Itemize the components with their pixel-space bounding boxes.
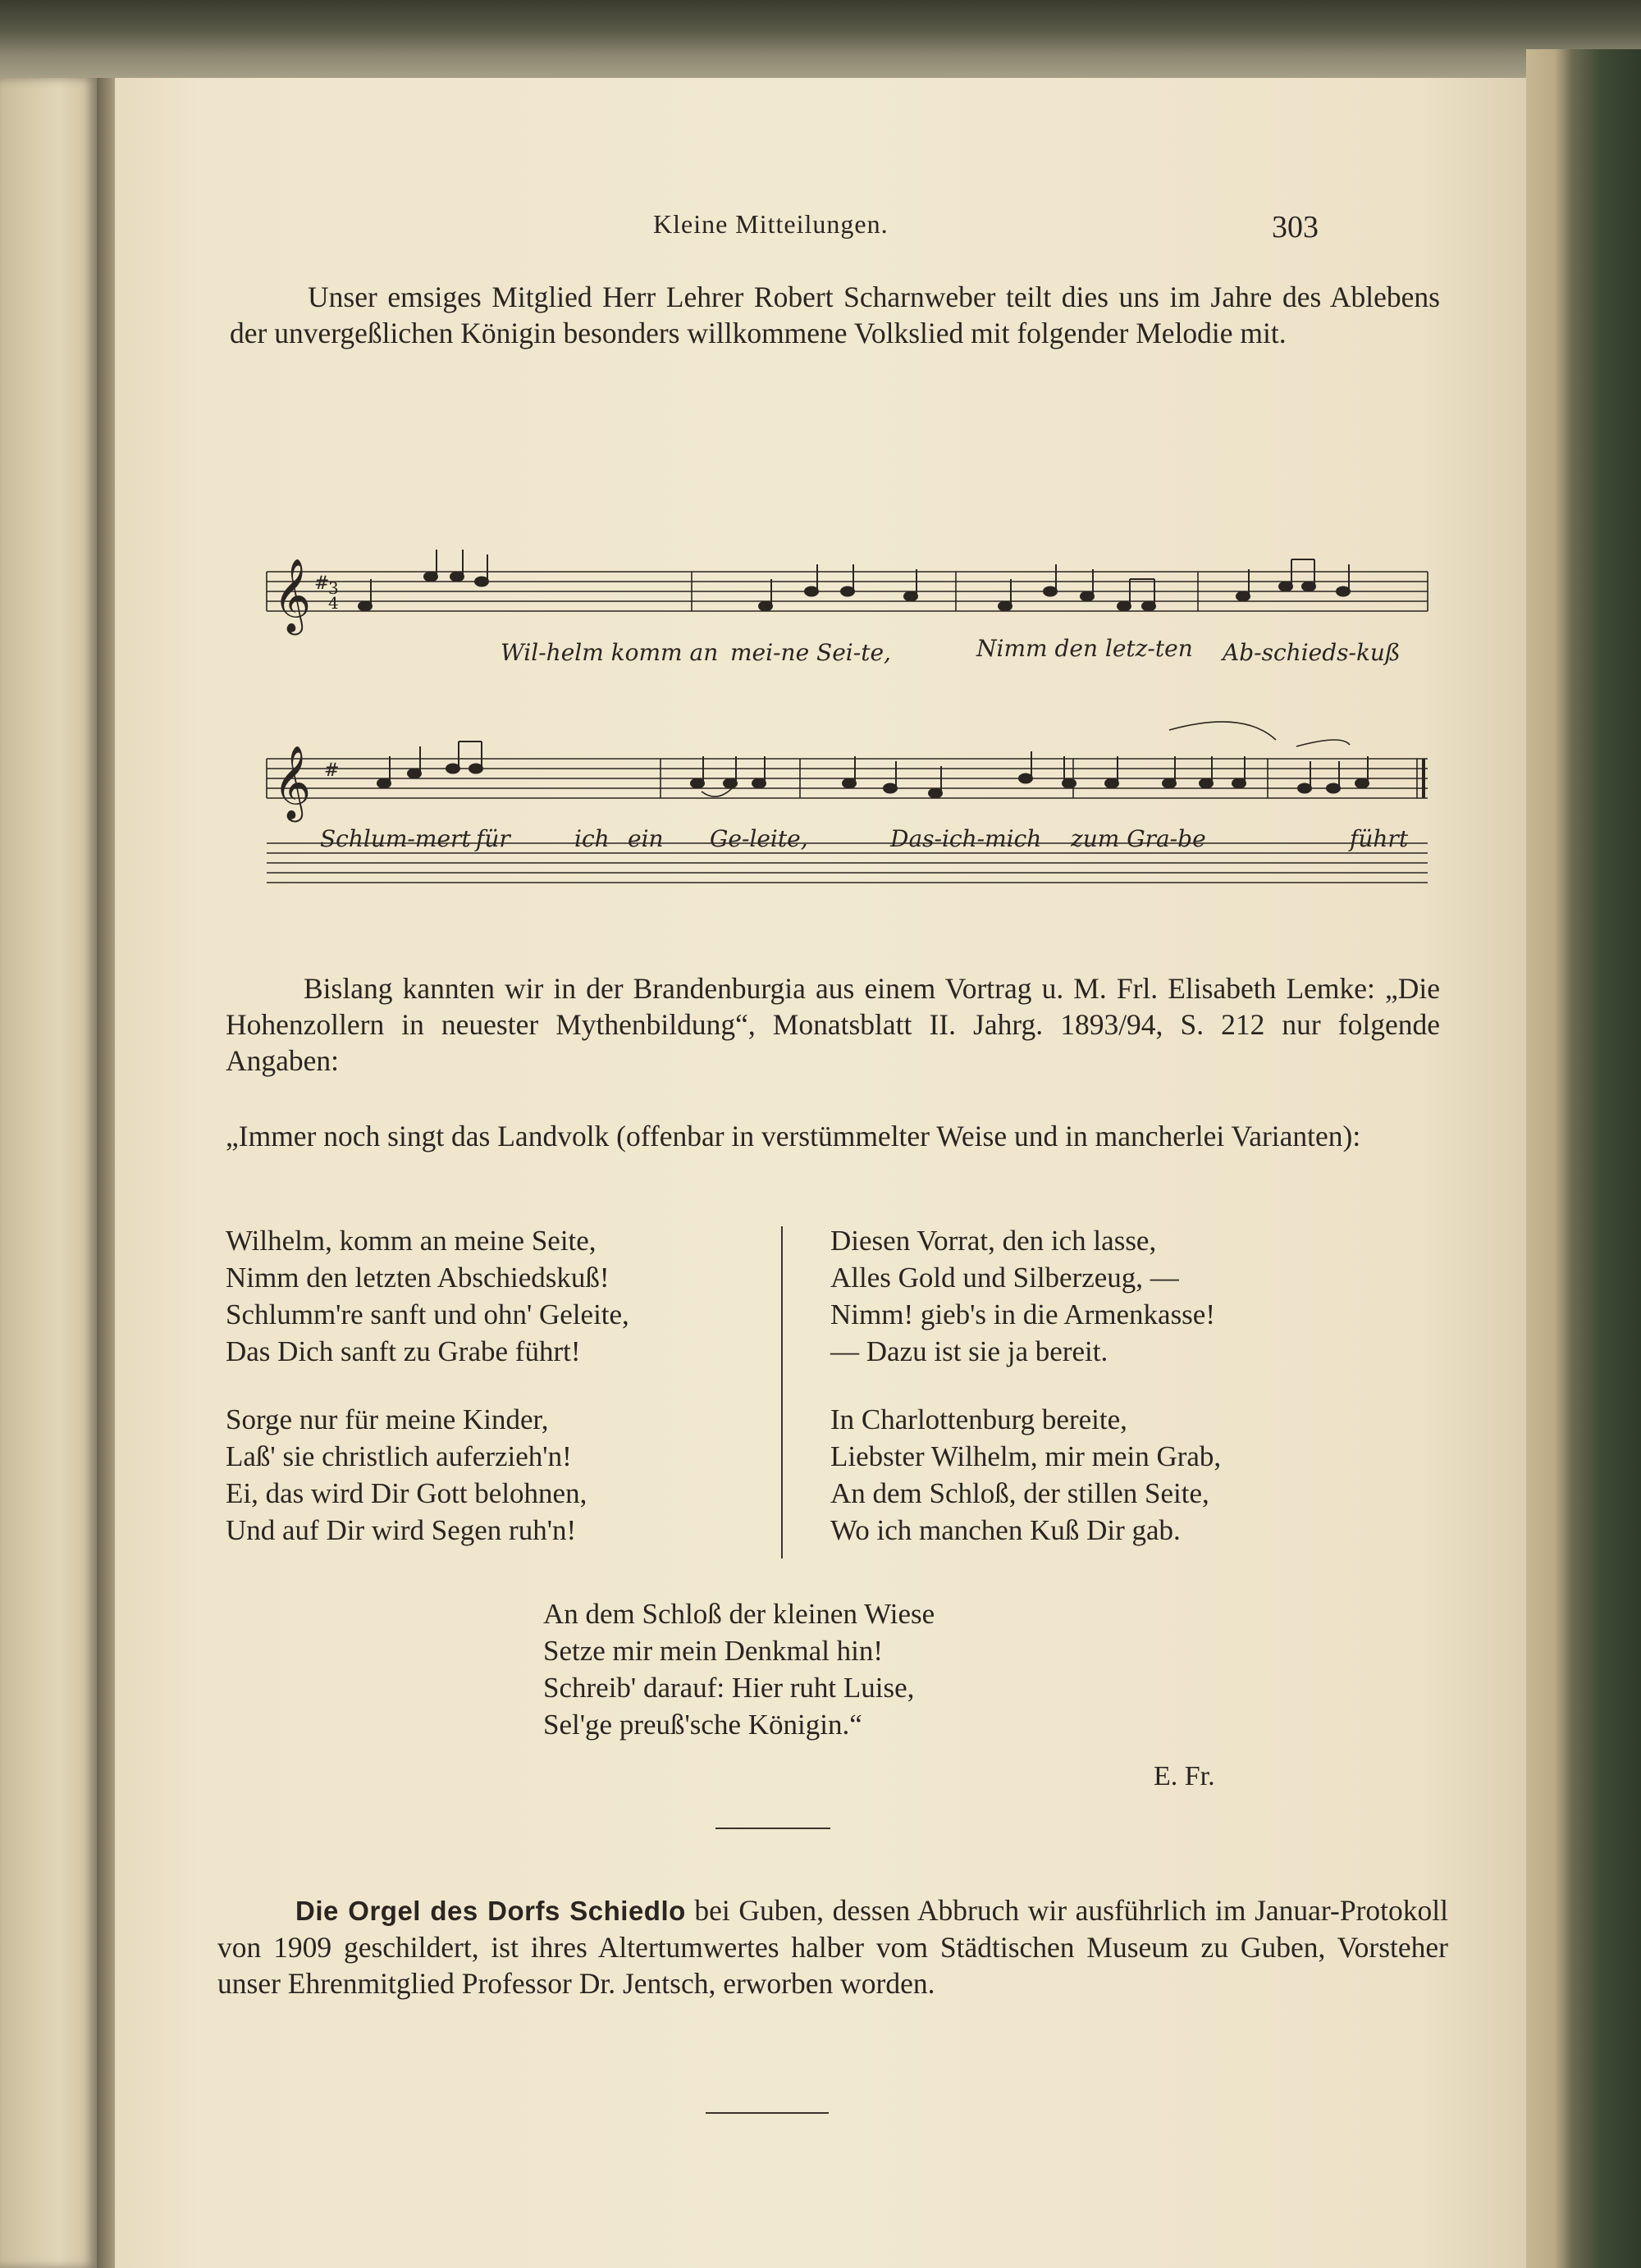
poem-line: Alles Gold und Silberzeug, — bbox=[830, 1262, 1179, 1294]
svg-text:4: 4 bbox=[328, 593, 339, 613]
poem-line: Setze mir mein Denkmal hin! bbox=[543, 1635, 884, 1667]
music-lyric-3: Nimm den letz-ten bbox=[976, 635, 1193, 662]
svg-text:3: 3 bbox=[328, 578, 339, 598]
poem-line: Schlumm're sanft und ohn' Geleite, bbox=[226, 1298, 629, 1330]
facing-page-edge bbox=[0, 78, 97, 2268]
brandenburgia-paragraph: Bislang kannten wir in der Brandenburgia aus einem Vortrag u. M. Frl. Elisabeth Lemke: „Die Hohenzollern in neuester Mythenbildung“, Monatsblatt II. Jahrg. 1893/94, S. 212 nur folgende Angaben: bbox=[226, 972, 1440, 1077]
running-title: Kleine Mitteilungen. bbox=[653, 209, 889, 239]
svg-text:𝄞: 𝄞 bbox=[273, 559, 312, 632]
svg-text:𝄞: 𝄞 bbox=[273, 746, 312, 819]
music-lyric-10: Das-ich-mich bbox=[890, 825, 1042, 852]
poem-line: Nimm den letzten Abschiedskuß! bbox=[226, 1262, 610, 1294]
poem-line: Sorge nur für meine Kinder, bbox=[226, 1403, 549, 1435]
section-rule bbox=[706, 2112, 829, 2114]
poem-right-column bbox=[830, 1222, 1221, 1580]
poem-line: Das Dich sanft zu Grabe führt! bbox=[226, 1335, 581, 1367]
book-gutter bbox=[97, 78, 115, 2268]
music-lyric-5: Schlum-mert bbox=[320, 825, 471, 852]
poem-stanza bbox=[226, 1401, 629, 1549]
poem-line: An dem Schloß, der stillen Seite, bbox=[830, 1477, 1209, 1509]
poem-line: Ei, das wird Dir Gott belohnen, bbox=[226, 1477, 587, 1509]
poem-line: Wilhelm, komm an meine Seite, bbox=[226, 1225, 597, 1257]
poem-line: Liebster Wilhelm, mir mein Grab, bbox=[830, 1440, 1222, 1472]
book-top-edge bbox=[0, 0, 1641, 78]
poem-stanza bbox=[830, 1222, 1221, 1370]
music-lyric-8: ein bbox=[628, 825, 664, 852]
orgel-text: bei Guben, dessen Abbruch wir ausführlich im Januar-Protokoll von 1909 geschildert, ist ihres Altertumwertes halber vom Städtischen Museum zu Guben, Vorsteher unser Ehrenmitglied Professor Dr. Jentsch, erworben worden. bbox=[217, 1894, 1449, 2000]
music-lyric-1: Wil-helm komm an bbox=[501, 639, 719, 666]
music-lyric-11: zum Gra-be bbox=[1071, 825, 1206, 852]
music-lyric-7: ich bbox=[574, 825, 610, 852]
poem-line: Diesen Vorrat, den ich lasse, bbox=[830, 1225, 1157, 1257]
svg-text:#: # bbox=[324, 760, 340, 781]
music-score bbox=[242, 525, 1448, 919]
poem-stanza bbox=[226, 1222, 629, 1370]
author-signature: E. Fr. bbox=[1154, 1761, 1215, 1791]
section-rule bbox=[715, 1828, 830, 1829]
music-lyric-12: führt bbox=[1350, 825, 1409, 852]
music-lyric-6: für bbox=[476, 825, 510, 852]
orgel-lead: Die Orgel des Dorfs Schiedlo bbox=[295, 1896, 686, 1926]
poem-line: Und auf Dir wird Segen ruh'n! bbox=[226, 1514, 577, 1546]
poem-line: Nimm! gieb's in die Armenkasse! bbox=[830, 1298, 1215, 1330]
landvolk-paragraph: „Immer noch singt das Landvolk (offenbar in verstümmelter Weise und in mancherlei Varianten): bbox=[226, 1120, 1361, 1152]
music-lyric-9: Ge-leite, bbox=[710, 825, 808, 852]
running-head bbox=[115, 209, 1526, 258]
book-page bbox=[115, 78, 1526, 2268]
poem-left-column bbox=[226, 1222, 629, 1580]
poem-stanza bbox=[830, 1401, 1221, 1549]
book-cover-edge bbox=[1526, 49, 1641, 2268]
music-lyric-4: Ab-schieds-kuß bbox=[1223, 639, 1401, 666]
poem-line: — Dazu ist sie ja bereit. bbox=[830, 1335, 1108, 1367]
page-number: 303 bbox=[1272, 210, 1319, 244]
poem-line: Wo ich manchen Kuß Dir gab. bbox=[830, 1514, 1181, 1546]
poem-line: Schreib' darauf: Hier ruht Luise, bbox=[543, 1672, 915, 1704]
poem-line: In Charlottenburg bereite, bbox=[830, 1403, 1127, 1435]
poem-column-divider bbox=[781, 1226, 783, 1558]
svg-text:#: # bbox=[314, 573, 330, 594]
poem-line: An dem Schloß der kleinen Wiese bbox=[543, 1598, 935, 1630]
poem-line: Laß' sie christlich auferzieh'n! bbox=[226, 1440, 572, 1472]
music-lyric-2: mei-ne Sei-te, bbox=[730, 639, 891, 666]
orgel-paragraph bbox=[217, 1892, 1448, 2001]
poem-final-stanza bbox=[543, 1595, 935, 1743]
intro-paragraph: Unser emsiges Mitglied Herr Lehrer Robert Scharnweber teilt dies uns im Jahre des Ablebens der unvergeßlichen Königin besonders willkommene Volkslied mit folgender Melodie mit. bbox=[230, 281, 1440, 349]
poem-line: Sel'ge preuß'sche Königin.“ bbox=[543, 1709, 862, 1741]
